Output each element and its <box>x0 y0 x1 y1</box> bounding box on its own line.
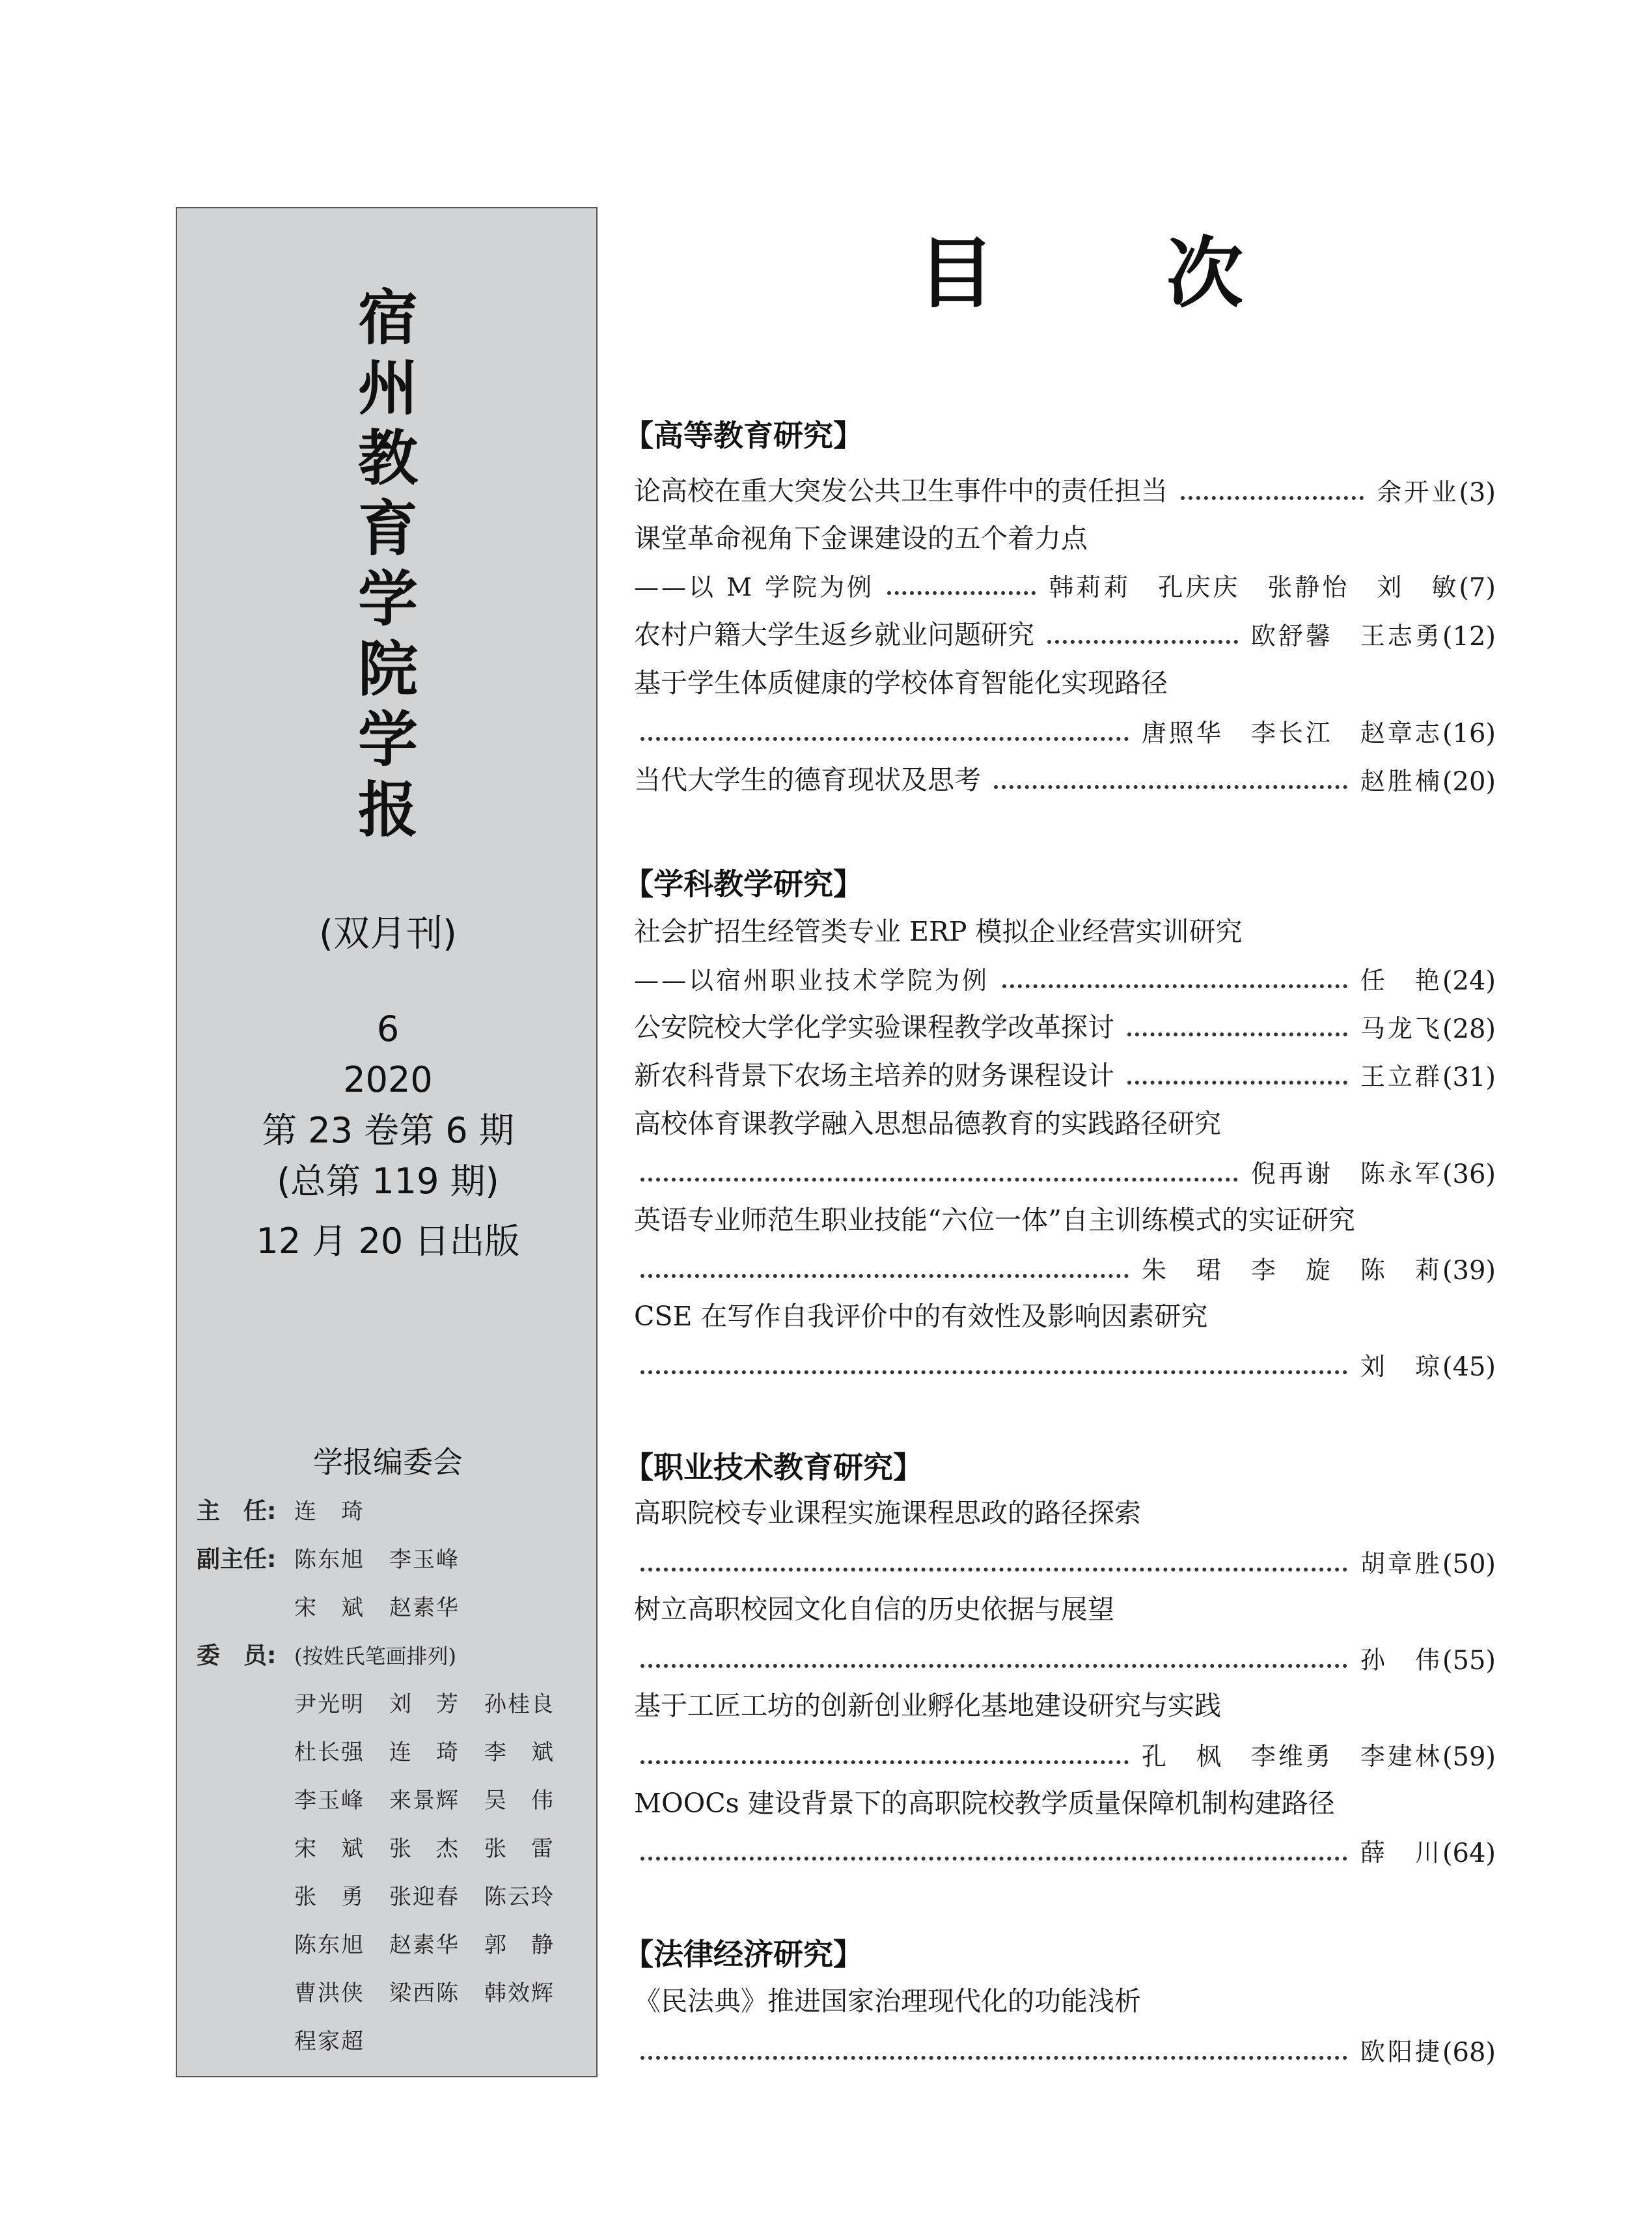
board-members-note: (按姓氏笔画排列) <box>294 1644 456 1668</box>
entry-page: (7) <box>1459 573 1496 603</box>
board-member: 连 琦 <box>389 1739 460 1765</box>
board-member: 陈云玲 <box>484 1884 555 1910</box>
entry-authors: 朱 珺 李 旋 陈 莉 <box>1141 1256 1442 1284</box>
page-heading <box>918 212 1243 322</box>
entry-subtitle: ——以 M 学院为例 <box>634 573 875 602</box>
leader-dots <box>1181 496 1364 500</box>
leader-dots <box>640 1370 1347 1374</box>
board-member: 陈东旭 <box>294 1547 365 1573</box>
entry-title: 英语专业师范生职业技能“六位一体”自主训练模式的实证研究 <box>634 1204 1355 1236</box>
entry-authors: 欧阳捷 <box>1360 2038 1442 2066</box>
section-title: 【职业技术教育研究】 <box>624 1450 923 1485</box>
board-row-members <box>197 1632 587 1680</box>
board-row-deputy <box>197 1536 587 1584</box>
board-member: 尹光明 <box>294 1691 365 1717</box>
entry-title: 论高校在重大突发公共卫生事件中的责任担当 <box>634 475 1168 506</box>
toc-entry[interactable] <box>634 1587 1496 1626</box>
entry-title: 基于工匠工坊的创新创业孵化基地建设研究与实践 <box>634 1690 1221 1721</box>
publication-frequency: (双月刊) <box>319 913 457 955</box>
board-member: 来景辉 <box>389 1788 460 1814</box>
toc-entry[interactable] <box>634 1491 1496 1530</box>
entry-title: 高校体育课教学融入思想品德教育的实践路径研究 <box>634 1108 1221 1139</box>
entry-page: (16) <box>1442 719 1496 749</box>
board-member: 连 琦 <box>294 1499 365 1525</box>
board-row-deputy <box>197 1584 587 1632</box>
leader-dots <box>1127 1081 1347 1085</box>
entry-title: 树立高职校园文化自信的历史依据与展望 <box>634 1594 1114 1625</box>
entry-authors: 胡章胜 <box>1360 1549 1442 1578</box>
entry-title: 公安院校大学化学实验课程教学改革探讨 <box>634 1012 1114 1043</box>
entry-title: 社会扩招生经管类专业 ERP 模拟企业经营实训研究 <box>634 916 1243 947</box>
toc-entry[interactable] <box>634 909 1496 948</box>
journal-title-char: 宿 <box>357 283 418 353</box>
journal-title-char: 州 <box>357 353 418 423</box>
entry-page: (50) <box>1442 1549 1496 1579</box>
entry-page: (64) <box>1442 1838 1496 1868</box>
entry-authors: 王立群 <box>1360 1062 1442 1091</box>
editorial-board <box>197 1488 587 2066</box>
entry-title: 农村户籍大学生返乡就业问题研究 <box>634 619 1034 650</box>
entry-authors: 马龙飞 <box>1360 1014 1442 1043</box>
toc-entry[interactable] <box>634 1683 1496 1723</box>
toc-entry-continuation[interactable] <box>634 564 1496 603</box>
board-member: 李玉峰 <box>389 1547 460 1573</box>
board-row-director <box>197 1488 587 1536</box>
board-member: 梁西陈 <box>389 1980 460 2006</box>
toc-entry-continuation[interactable] <box>634 1343 1496 1382</box>
toc-entry[interactable] <box>634 516 1496 555</box>
board-member: 杜长强 <box>294 1739 365 1765</box>
entry-title: MOOCs 建设背景下的高职院校教学质量保障机制构建路径 <box>634 1788 1335 1819</box>
board-member: 刘 芳 <box>389 1691 460 1717</box>
entry-authors: 韩莉莉 孔庆庆 张静怡 刘 敏 <box>1049 573 1459 602</box>
toc-entry[interactable] <box>634 1053 1496 1092</box>
toc-entry-continuation[interactable] <box>634 710 1496 749</box>
entry-authors: 唐照华 李长江 赵章志 <box>1141 719 1442 747</box>
leader-dots <box>640 1760 1129 1764</box>
toc-entry-continuation[interactable] <box>634 1150 1496 1189</box>
toc-entry[interactable] <box>634 1979 1496 2018</box>
leader-dots <box>640 2056 1347 2060</box>
toc-entry[interactable] <box>634 1005 1496 1044</box>
journal-title-char: 报 <box>357 775 418 845</box>
entry-authors: 刘 琼 <box>1360 1352 1442 1381</box>
journal-title-char: 学 <box>357 705 418 775</box>
entry-authors: 余开业 <box>1377 478 1459 506</box>
leader-dots <box>640 1274 1129 1278</box>
entry-title: 新农科背景下农场主培养的财务课程设计 <box>634 1060 1114 1091</box>
toc-entry[interactable] <box>634 469 1496 508</box>
entry-page: (3) <box>1459 478 1496 508</box>
toc-entry-continuation[interactable] <box>634 1829 1496 1868</box>
board-member: 张 雷 <box>484 1836 555 1862</box>
volume-issue: 第 23 卷第 6 期 <box>262 1110 514 1151</box>
journal-title-char: 学 <box>357 564 418 634</box>
leader-dots <box>640 1178 1238 1182</box>
editorial-board-title: 学报编委会 <box>313 1445 463 1480</box>
board-member: 韩效辉 <box>484 1980 555 2006</box>
board-member: 赵素华 <box>389 1595 460 1621</box>
entry-page: (24) <box>1442 966 1496 996</box>
journal-title-char: 育 <box>357 494 418 564</box>
entry-title: CSE 在写作自我评价中的有效性及影响因素研究 <box>634 1301 1208 1332</box>
leader-dots <box>640 737 1129 741</box>
entry-authors: 孔 枫 李维勇 李建林 <box>1141 1742 1442 1771</box>
journal-title-char: 院 <box>357 635 418 704</box>
entry-authors: 任 艳 <box>1360 966 1442 995</box>
entry-page: (20) <box>1442 767 1496 797</box>
board-member: 曹洪侠 <box>294 1980 365 2006</box>
leader-dots <box>640 1857 1347 1861</box>
entry-page: (39) <box>1442 1256 1496 1286</box>
toc-entry[interactable] <box>634 1198 1496 1237</box>
leader-dots <box>640 1664 1347 1668</box>
entry-page: (12) <box>1442 622 1496 652</box>
issue-year: 2020 <box>343 1059 433 1100</box>
entry-title: 课堂革命视角下金课建设的五个着力点 <box>634 523 1088 554</box>
toc-entry-continuation[interactable] <box>634 2028 1496 2068</box>
board-member: 陈东旭 <box>294 1932 365 1958</box>
board-member: 张 勇 <box>294 1884 365 1910</box>
journal-title-char: 教 <box>357 424 418 493</box>
entry-page: (45) <box>1442 1352 1496 1382</box>
issue-number: 6 <box>376 1008 400 1049</box>
toc-entry-continuation[interactable] <box>634 957 1496 996</box>
entry-page: (68) <box>1442 2038 1496 2068</box>
board-member: 张迎春 <box>389 1884 460 1910</box>
entry-title: 高职院校专业课程实施课程思政的路径探索 <box>634 1497 1141 1529</box>
board-member: 李 斌 <box>484 1739 555 1765</box>
toc-entry[interactable] <box>634 1101 1496 1141</box>
toc-entry[interactable] <box>634 1294 1496 1333</box>
board-role-label: 主 任: <box>197 1498 277 1525</box>
section-title: 【法律经济研究】 <box>624 1937 863 1972</box>
board-member: 孙桂良 <box>484 1691 555 1717</box>
issue-info <box>177 1004 599 1267</box>
toc-entry[interactable] <box>634 1781 1496 1820</box>
board-member: 宋 斌 <box>294 1595 365 1621</box>
entry-authors: 倪再谢 陈永军 <box>1250 1159 1442 1188</box>
entry-authors: 孙 伟 <box>1360 1646 1442 1674</box>
board-member: 李玉峰 <box>294 1788 365 1814</box>
entry-authors: 赵胜楠 <box>1360 767 1442 796</box>
page-heading-char: 次 <box>1166 228 1243 318</box>
entry-title: 《民法典》推进国家治理现代化的功能浅析 <box>634 1986 1141 2017</box>
page-heading-char: 目 <box>918 228 995 318</box>
entry-page: (31) <box>1442 1062 1496 1092</box>
toc-entry-continuation[interactable] <box>634 1540 1496 1579</box>
leader-dots <box>994 785 1347 789</box>
toc-entry-continuation[interactable] <box>634 1247 1496 1286</box>
entry-authors: 欧舒馨 王志勇 <box>1250 622 1442 650</box>
entry-title: 基于学生体质健康的学校体育智能化实现路径 <box>634 667 1168 699</box>
publish-date: 12 月 20 日出版 <box>256 1221 520 1262</box>
section-title: 【高等教育研究】 <box>624 418 863 453</box>
entry-page: (55) <box>1442 1646 1496 1676</box>
board-member: 张 杰 <box>389 1836 460 1862</box>
toc-entry-continuation[interactable] <box>634 1637 1496 1676</box>
leader-dots <box>1047 640 1238 644</box>
entry-page: (36) <box>1442 1159 1496 1189</box>
sidebar-panel <box>176 207 598 2077</box>
section-title: 【学科教学研究】 <box>624 866 863 902</box>
journal-title <box>177 283 599 846</box>
board-member: 赵素华 <box>389 1932 460 1958</box>
entry-page: (28) <box>1442 1014 1496 1044</box>
board-role-label: 副主任: <box>197 1546 277 1573</box>
board-member: 吴 伟 <box>484 1788 555 1814</box>
toc-entry-continuation[interactable] <box>634 1733 1496 1772</box>
leader-dots <box>1127 1032 1347 1036</box>
board-member: 程家超 <box>294 2028 365 2055</box>
board-role-label: 委 员: <box>197 1642 277 1669</box>
entry-authors: 薛 川 <box>1360 1838 1442 1867</box>
board-member: 郭 静 <box>484 1932 555 1958</box>
total-issue: (总第 119 期) <box>277 1161 499 1202</box>
leader-dots <box>640 1568 1347 1571</box>
toc-entry[interactable] <box>634 613 1496 652</box>
leader-dots <box>887 591 1036 595</box>
entry-subtitle: ——以宿州职业技术学院为例 <box>634 966 990 995</box>
entry-title: 当代大学生的德育现状及思考 <box>634 764 981 796</box>
leader-dots <box>1002 984 1347 988</box>
entry-page: (59) <box>1442 1742 1496 1772</box>
board-member: 宋 斌 <box>294 1836 365 1862</box>
toc-entry[interactable] <box>634 758 1496 797</box>
toc-entry[interactable] <box>634 661 1496 700</box>
